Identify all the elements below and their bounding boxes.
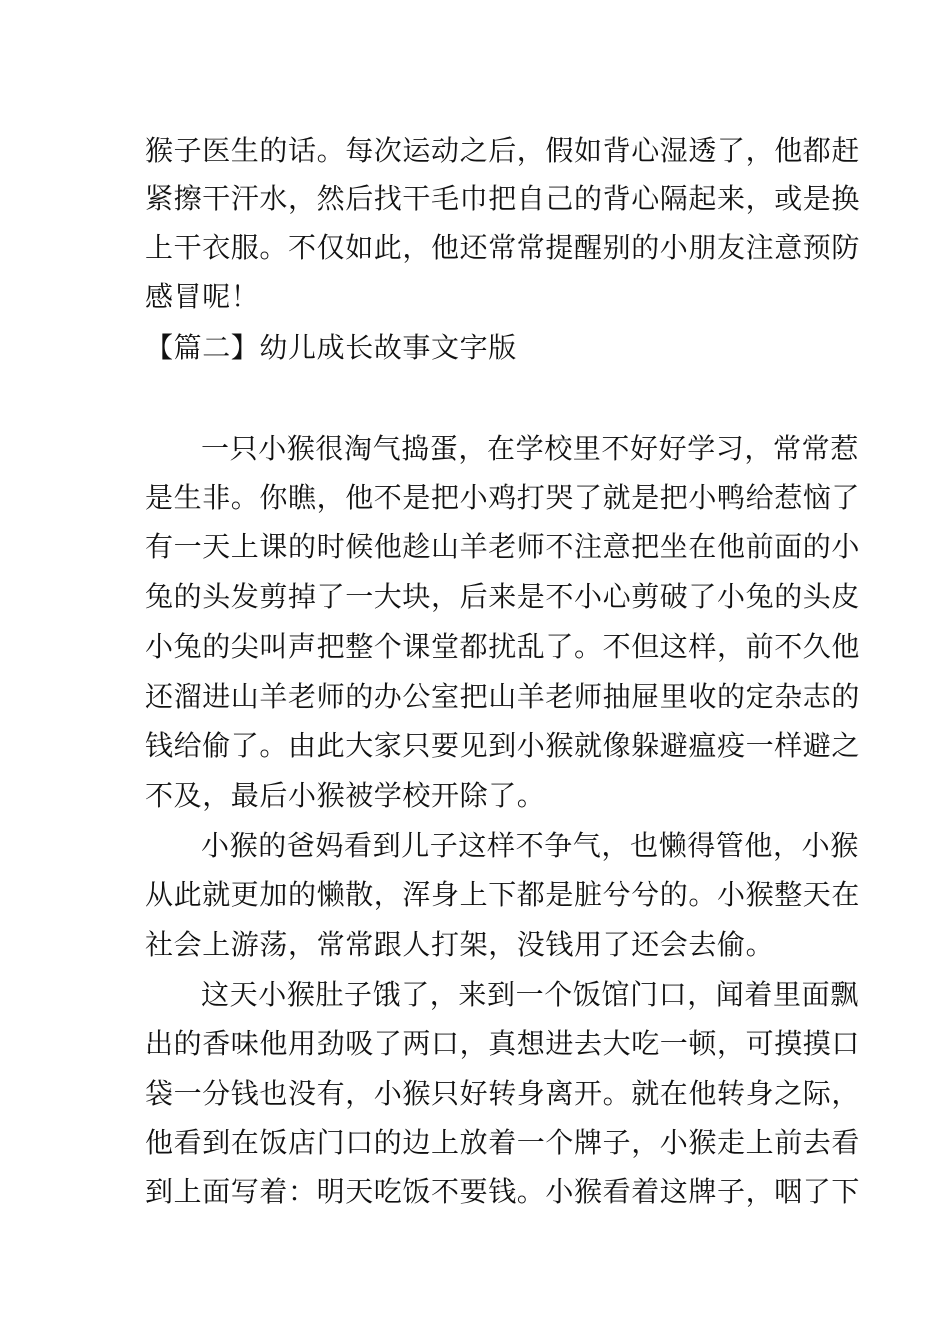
text-line: 从此就更加的懒散，浑身上下都是脏兮兮的。小猴整天在 bbox=[145, 878, 861, 911]
text-line: 袋一分钱也没有，小猴只好转身离开。就在他转身之际， bbox=[145, 1077, 861, 1110]
text-line: 他看到在饭店门口的边上放着一个牌子，小猴走上前去看 bbox=[145, 1126, 861, 1159]
section-heading: 【篇二】幼儿成长故事文字版 bbox=[145, 331, 517, 364]
text-line: 有一天上课的时候他趁山羊老师不注意把坐在他前面的小 bbox=[145, 530, 861, 563]
text-line: 社会上游荡，常常跟人打架，没钱用了还会去偷。 bbox=[145, 928, 775, 961]
text-line: 到上面写着：明天吃饭不要钱。小猴看着这牌子，咽了下 bbox=[145, 1175, 861, 1208]
text-line: 出的香味他用劲吸了两口，真想进去大吃一顿，可摸摸口 bbox=[145, 1027, 861, 1060]
text-line: 小猴的爸妈看到儿子这样不争气，也懒得管他，小猴 bbox=[201, 829, 859, 862]
text-line: 感冒呢！ bbox=[145, 280, 260, 313]
text-line: 还溜进山羊老师的办公室把山羊老师抽屉里收的定杂志的 bbox=[145, 680, 861, 713]
text-line: 猴子医生的话。每次运动之后，假如背心湿透了，他都赶 bbox=[145, 134, 861, 167]
text-line: 不及，最后小猴被学校开除了。 bbox=[145, 779, 546, 812]
text-line: 钱给偷了。由此大家只要见到小猴就像躲避瘟疫一样避之 bbox=[145, 729, 861, 762]
text-line: 是生非。你瞧，他不是把小鸡打哭了就是把小鸭给惹恼了 bbox=[145, 481, 861, 514]
text-line: 紧擦干汗水，然后找干毛巾把自己的背心隔起来，或是换 bbox=[145, 182, 861, 215]
text-line: 兔的头发剪掉了一大块，后来是不小心剪破了小兔的头皮 bbox=[145, 580, 861, 613]
text-line: 这天小猴肚子饿了，来到一个饭馆门口，闻着里面飘 bbox=[201, 978, 859, 1011]
text-line: 小兔的尖叫声把整个课堂都扰乱了。不但这样，前不久他 bbox=[145, 630, 861, 663]
text-line: 上干衣服。不仅如此，他还常常提醒别的小朋友注意预防 bbox=[145, 231, 861, 264]
text-line: 一只小猴很淘气捣蛋，在学校里不好好学习，常常惹 bbox=[201, 432, 859, 465]
